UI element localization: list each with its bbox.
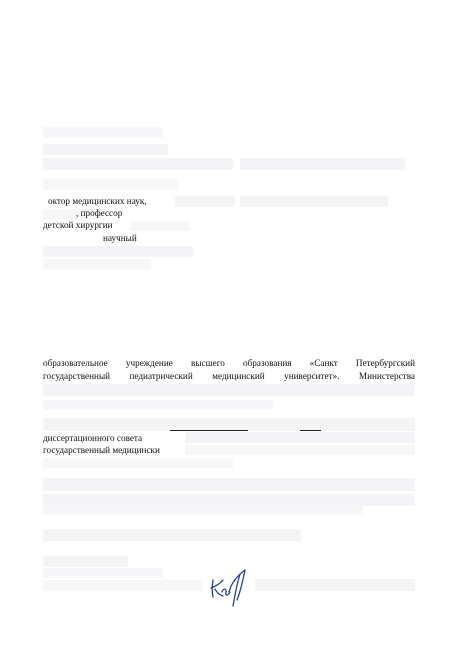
council-line-1: диссертационного совета <box>43 433 143 443</box>
organization-line-2: государственный педиатрический медицинский университет». Министерства <box>43 371 415 381</box>
redacted-field <box>43 179 178 190</box>
redacted-field <box>185 445 415 455</box>
redacted-field <box>43 505 363 515</box>
redacted-field <box>43 458 233 468</box>
redacted-field <box>175 196 235 207</box>
redacted-field <box>240 158 405 170</box>
underline-blank <box>300 430 321 431</box>
redacted-field <box>43 400 273 410</box>
underline-blank <box>170 430 248 431</box>
redacted-field <box>43 384 415 396</box>
handwritten-signature <box>207 566 257 611</box>
redacted-field <box>43 580 203 591</box>
redacted-field <box>43 144 168 155</box>
opponent-role: научный <box>103 233 137 243</box>
redacted-field <box>185 432 415 443</box>
redacted-field <box>43 568 163 578</box>
redacted-field <box>43 246 193 257</box>
redacted-field <box>43 259 151 269</box>
redacted-field <box>43 556 128 567</box>
redacted-field <box>130 221 190 231</box>
opponent-department: детской хирургии <box>43 220 113 230</box>
redacted-field <box>43 478 415 491</box>
opponent-degree: октор медицинских наук, <box>48 196 147 206</box>
redacted-field <box>43 127 163 138</box>
organization-line-1: образовательное учреждение высшего образования «Санкт Петербургский <box>43 358 415 368</box>
council-line-2: государственный медицински <box>43 445 160 455</box>
opponent-title: , профессор <box>76 208 123 218</box>
redacted-field <box>43 158 233 170</box>
redacted-field <box>255 579 415 591</box>
redacted-field <box>240 196 388 207</box>
redacted-field <box>43 529 301 541</box>
